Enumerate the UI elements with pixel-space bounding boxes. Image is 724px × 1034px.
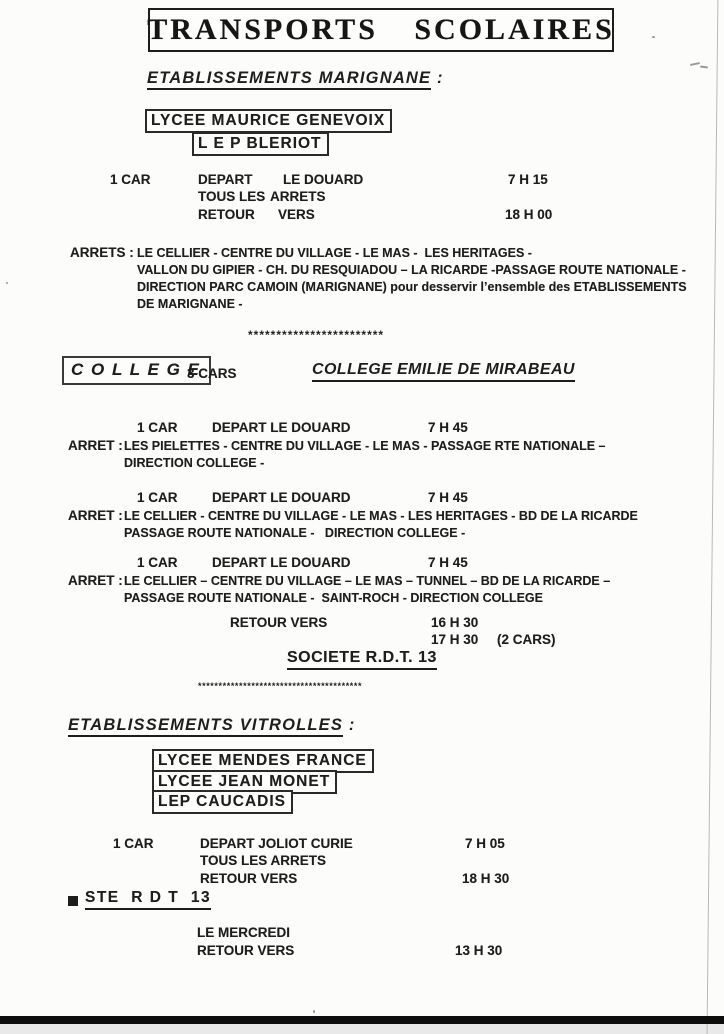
route1-arret-label: ARRET :	[68, 438, 123, 453]
retour-word: VERS	[278, 207, 315, 222]
college-retour-label: RETOUR VERS	[230, 615, 328, 630]
depart-label: DEPART	[198, 172, 253, 187]
route2-arret-line1: LE CELLIER - CENTRE DU VILLAGE - LE MAS - LES HERITAGES - BD DE LA RICARDE	[124, 509, 638, 523]
route3-arret-label: ARRET :	[68, 573, 123, 588]
vitrolles-retour-time: 18 H 30	[462, 871, 510, 886]
route3-arret-line2: PASSAGE ROUTE NATIONALE - SAINT-ROCH - DIRECTION COLLEGE	[124, 591, 543, 605]
scan-edge-line	[707, 0, 719, 1034]
route3-arret-line1: LE CELLIER – CENTRE DU VILLAGE – LE MAS – TUNNEL – BD DE LA RICARDE –	[124, 574, 611, 588]
vitrolles-tous-les-arrets: TOUS LES ARRETS	[200, 853, 327, 868]
school-box-genevoix: LYCEE MAURICE GENEVOIX	[145, 109, 392, 133]
arrets-label: ARRETS :	[70, 245, 134, 260]
mercredi-retour-label: RETOUR VERS	[197, 943, 295, 958]
route3-car: 1 CAR	[137, 555, 178, 570]
school-box-lep-caucadis: LEP CAUCADIS	[152, 790, 293, 814]
college-name: COLLEGE EMILIE DE MIRABEAU	[312, 361, 575, 382]
square-bullet-icon	[68, 896, 78, 906]
retour-time: 18 H 00	[505, 207, 553, 222]
route1-depart: DEPART LE DOUARD	[212, 420, 351, 435]
route2-car: 1 CAR	[137, 490, 178, 505]
vitrolles-car: 1 CAR	[113, 836, 154, 851]
asterisk-separator-2: ****************************************	[198, 681, 363, 691]
depart-place: LE DOUARD	[283, 172, 364, 187]
mercredi-retour-time: 13 H 30	[455, 943, 503, 958]
depart-time: 7 H 15	[508, 172, 548, 187]
route3-depart: DEPART LE DOUARD	[212, 555, 351, 570]
route2-depart: DEPART LE DOUARD	[212, 490, 351, 505]
route3-time: 7 H 45	[428, 555, 468, 570]
tous-les-label: TOUS LES	[198, 189, 266, 204]
college-retour-time2: 17 H 30	[431, 632, 479, 647]
route2-time: 7 H 45	[428, 490, 468, 505]
arrets-line-1: LE CELLIER - CENTRE DU VILLAGE - LE MAS - LES HERITAGES -	[137, 246, 532, 260]
asterisk-separator-1: ************************	[248, 328, 385, 342]
heading-text: ETABLISSEMENTS MARIGNANE	[147, 69, 431, 90]
arrets-word: ARRETS	[270, 189, 326, 204]
page-title: TRANSPORTS SCOLAIRES	[147, 13, 615, 46]
route1-arret-line1: LES PIELETTES - CENTRE DU VILLAGE - LE MAS - PASSAGE RTE NATIONALE –	[124, 439, 606, 453]
scan-speck	[652, 36, 655, 38]
vitrolles-depart-time: 7 H 05	[465, 836, 505, 851]
arrets-line-2: VALLON DU GIPIER - CH. DU RESQUIADOU – LA RICARDE -PASSAGE ROUTE NATIONALE -	[137, 263, 686, 277]
mercredi-label: LE MERCREDI	[197, 925, 291, 940]
societe-rdt13: SOCIETE R.D.T. 13	[287, 649, 437, 670]
arrets-line-3: DIRECTION PARC CAMOIN (MARIGNANE) pour desservir l’ensemble des ETABLISSEMENTS	[137, 280, 687, 294]
title-box	[148, 8, 614, 52]
college-retour-time1: 16 H 30	[431, 615, 479, 630]
retour-label: RETOUR	[198, 207, 255, 222]
college-box-label: C O L L E G E	[62, 356, 211, 385]
route1-time: 7 H 45	[428, 420, 468, 435]
heading-text: ETABLISSEMENTS VITROLLES	[68, 716, 343, 737]
school-box-bleriot: L E P BLERIOT	[192, 132, 329, 156]
scan-speck	[313, 1010, 315, 1013]
route2-arret-line2: PASSAGE ROUTE NATIONALE - DIRECTION COLLEGE -	[124, 526, 466, 540]
car-count: 1 CAR	[110, 172, 151, 187]
heading-colon: :	[343, 716, 356, 734]
scan-speck	[6, 282, 8, 284]
school-box-jean-monet: LYCEE JEAN MONET	[152, 770, 337, 794]
section-heading-marignane	[147, 69, 444, 88]
college-cars-count: 3 CARS	[187, 366, 237, 381]
route1-car: 1 CAR	[137, 420, 178, 435]
college-retour-note: (2 CARS)	[497, 632, 556, 647]
scan-bottom-strip	[0, 1016, 724, 1024]
scan-speck	[700, 65, 708, 68]
vitrolles-retour-label: RETOUR VERS	[200, 871, 298, 886]
route2-arret-label: ARRET :	[68, 508, 123, 523]
scan-speck	[690, 62, 700, 66]
section-heading-vitrolles	[68, 716, 356, 735]
vitrolles-depart: DEPART JOLIOT CURIE	[200, 836, 353, 851]
ste-rdt13: STE R D T 13	[85, 889, 211, 910]
heading-colon: :	[431, 69, 444, 87]
route1-arret-line2: DIRECTION COLLEGE -	[124, 456, 265, 470]
school-box-mendes-france: LYCEE MENDES FRANCE	[152, 749, 374, 773]
arrets-line-4: DE MARIGNANE -	[137, 297, 243, 311]
